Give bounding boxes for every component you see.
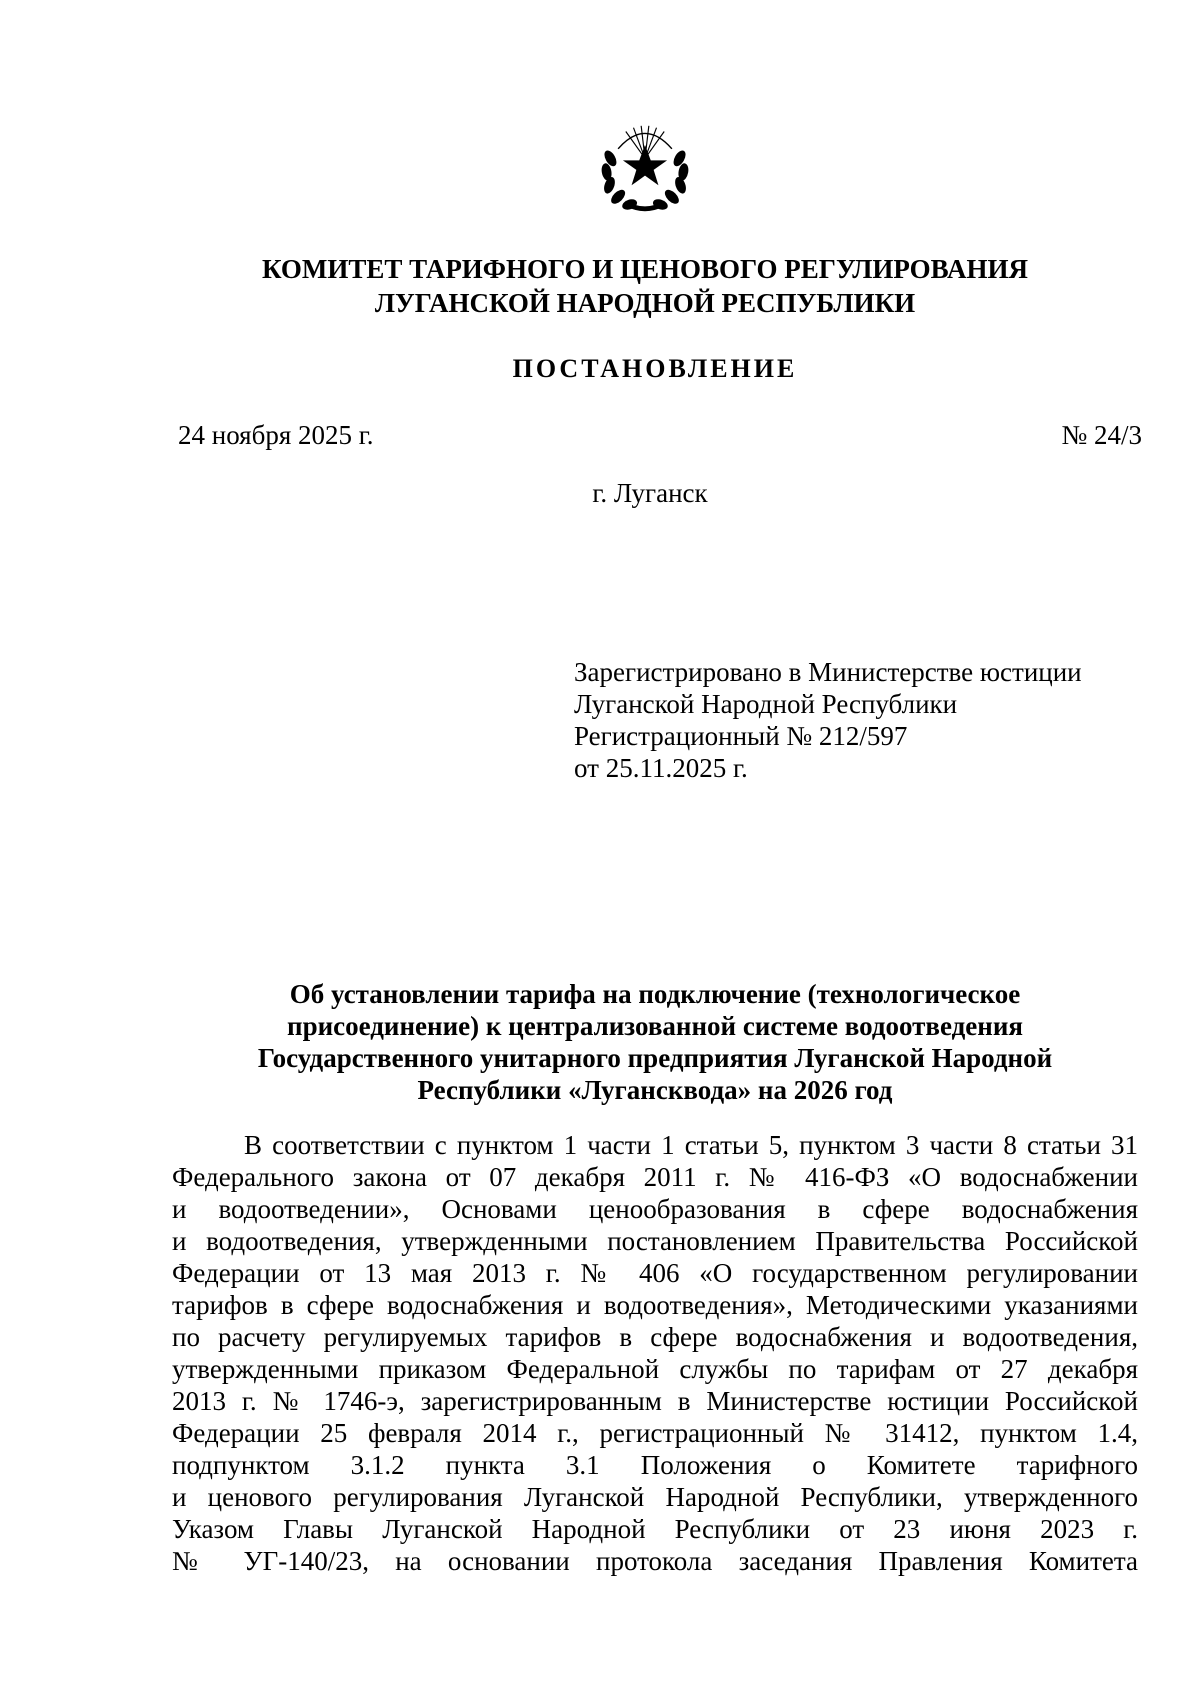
body-line: № УГ-140/23, на основании протокола заседания Правления Комитета (172, 1546, 1138, 1576)
body-line: утвержденными приказом Федеральной службы по тарифам от 27 декабря (172, 1354, 1138, 1384)
body-line: и ценового регулирования Луганской Народной Республики, утвержденного (172, 1482, 1138, 1512)
body-line: Федерального закона от 07 декабря 2011 г. № 416-ФЗ «О водоснабжении (172, 1162, 1138, 1192)
body-line: Федерации от 13 мая 2013 г. № 406 «О государственном регулировании (172, 1258, 1138, 1288)
registration-line-4: от 25.11.2025 г. (574, 753, 748, 783)
registration-line-2: Луганской Народной Республики (574, 689, 958, 719)
document-type: ПОСТАНОВЛЕНИЕ (512, 354, 798, 383)
subject-line-1: Об установлении тарифа на подключение (технологическое (289, 979, 1021, 1009)
org-line-1: КОМИТЕТ ТАРИФНОГО И ЦЕНОВОГО РЕГУЛИРОВАНИЯ (261, 254, 1028, 284)
body-line: и водоотведении», Основами ценообразования в сфере водоснабжения (172, 1194, 1138, 1224)
document-city: г. Луганск (592, 478, 708, 508)
document-subject (170, 978, 1140, 1106)
subject-line-4: Республики «Лугансквода» на 2026 год (417, 1075, 893, 1105)
org-line-2: ЛУГАНСКОЙ НАРОДНОЙ РЕСПУБЛИКИ (374, 288, 916, 318)
registration-block (574, 656, 1082, 784)
body-line: Федерации 25 февраля 2014 г., регистрационный № 31412, пунктом 1.4, (172, 1418, 1138, 1448)
body-line: Указом Главы Луганской Народной Республики от 23 июня 2023 г. (172, 1514, 1138, 1544)
body-line: В соответствии с пунктом 1 части 1 статьи 5, пунктом 3 части 8 статьи 31 (244, 1130, 1138, 1160)
body-line: и водоотведения, утвержденными постановлением Правительства Российской (172, 1226, 1138, 1256)
coat-of-arms-icon (597, 120, 693, 216)
registration-line-3: Регистрационный № 212/597 (574, 721, 908, 751)
subject-line-2: присоединение) к централизованной системе водоотведения (287, 1011, 1023, 1041)
document-number: № 24/3 (1061, 420, 1142, 450)
registration-line-1: Зарегистрировано в Министерстве юстиции (574, 657, 1082, 687)
body-paragraph (172, 1129, 1138, 1577)
subject-line-3: Государственного унитарного предприятия Луганской Народной (257, 1043, 1053, 1073)
body-line: подпунктом 3.1.2 пункта 3.1 Положения о Комитете тарифного (172, 1450, 1138, 1480)
organization-name (0, 252, 1200, 320)
body-line: тарифов в сфере водоснабжения и водоотведения», Методическими указаниями (172, 1290, 1138, 1320)
document-date: 24 ноября 2025 г. (178, 420, 374, 450)
body-line: по расчету регулируемых тарифов в сфере водоснабжения и водоотведения, (172, 1322, 1138, 1352)
body-line: 2013 г. № 1746-э, зарегистрированным в Министерстве юстиции Российской (172, 1386, 1138, 1416)
